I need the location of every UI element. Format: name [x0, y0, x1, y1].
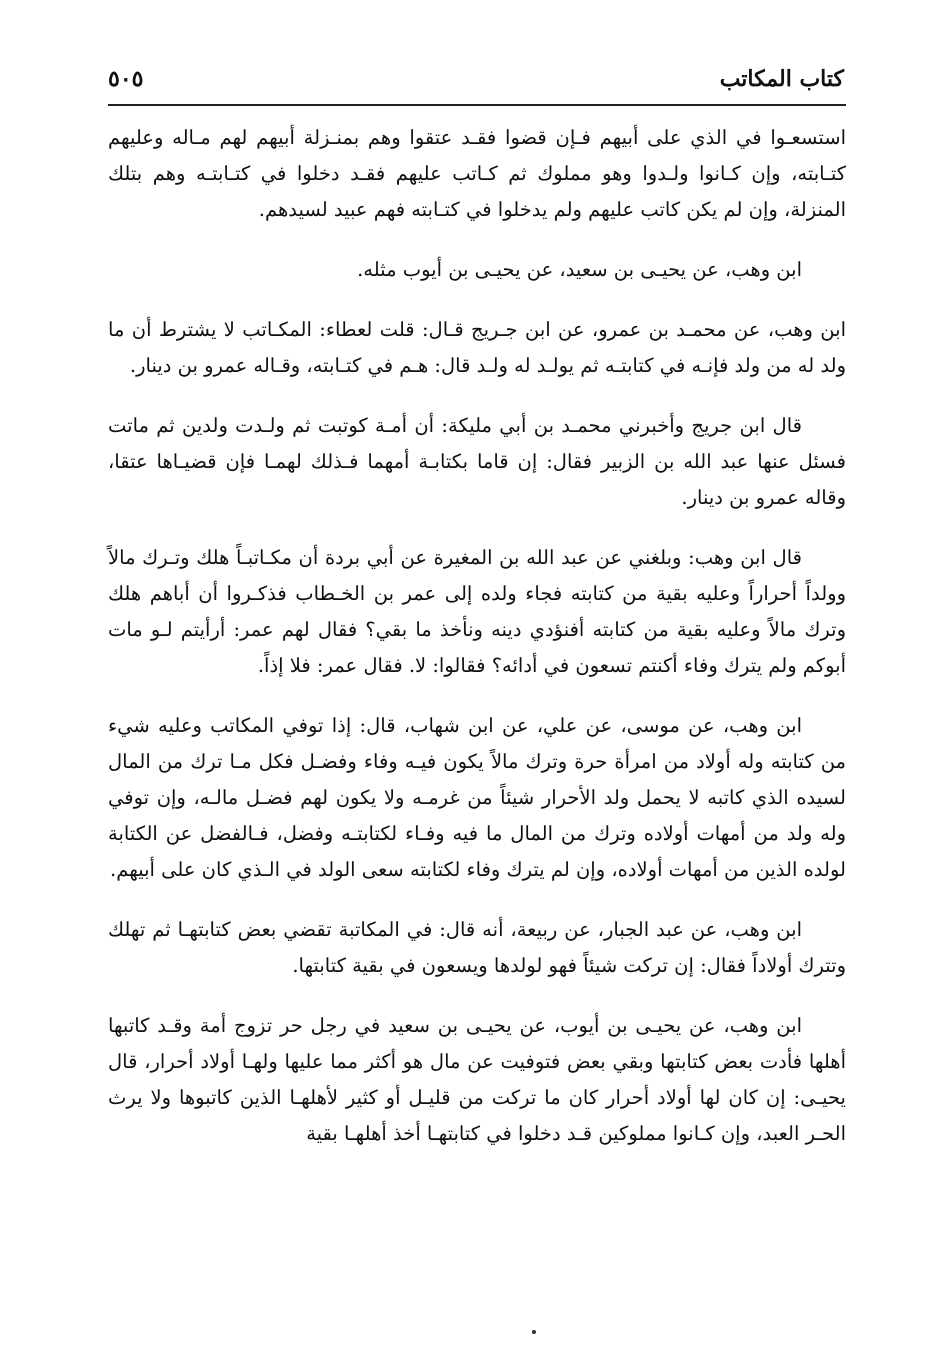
paragraph-7: ابن وهب، عن عبد الجبار، عن ربيعة، أنه قال: في المكاتبة تقضي بعض كتابتهـا ثم تهلك وتترك أولاداً فقال: إن تركت شيئاً فهو لولدها ويسعون في بقية كتابتها. — [108, 918, 846, 977]
paragraph-1: استسعـوا في الذي على أبيهم فـإن قضوا فقـد عتقوا وهم بمنـزلة أبيهم لهم مـاله وعليهم كتـابته، وإن كـانوا ولـدوا وهو مملوك ثم كـاتب عليهم فقـد دخلوا في كتـابتـه وهم بتلك المنزلة، وإن لم يكن كاتب عليهم ولم يدخلوا في كتـابته فهم عبيد لسيدهم. — [108, 126, 846, 221]
page-speck — [532, 1330, 536, 1334]
chapter-title: كتاب المكاتب — [719, 66, 844, 92]
paragraph-4: قال ابن جريج وأخبرني محمـد بن أبي مليكة: أن أمـة كوتبت ثم ولـدت ولدين ثم ماتت فسئل عنها عبد الله بن الزبير فقال: إن قاما بكتابـة أمهما فـذلك لهمـا فإن قضيـاها عتقا، وقاله عمرو بن دينار. — [108, 414, 846, 509]
running-header — [108, 64, 844, 104]
paragraph-8: ابن وهب، عن يحيـى بن أيوب، عن يحيـى بن سعيد في رجل حر تزوج أمة وقـد كاتبها أهلها فأدت بعض كتابتها وبقي بعض فتوفيت عن مال هو أكثر مما عليها ولهـا أولاد أحرار، قال يحيـى: إن كان لها أولاد أحرار كان ما تركت من قليـل أو كثير لأهلهـا الذين كاتبوها ولا يرث الحـر العبد، وإن كـانوا مملوكين قـد دخلوا في كتابتهـا أخذ أهلهـا بقية — [108, 1014, 846, 1145]
paragraph-6: ابن وهب، عن موسى، عن علي، عن ابن شهاب، قال: إذا توفي المكاتب وعليه شيء من كتابته وله أولاد من امرأة حرة وترك مالاً يكون فيـه وفاء وفضـل فكل مـا ترك من المال لسيده الذي كاتبه لا يحمل ولد الأحرار شيئاً من غرمـه ولا يكون لهم فضـل مالـه، وإن توفي وله ولد من أمهات أولاده وترك من المال ما فيه وفـاء لكتابتـه وفضل، فـالفضل عن الكتابة لولده الذين من أمهات أولاده، وإن لم يترك وفاء لكتابته سعى الولد في الـذي كان على أبيهم. — [108, 714, 846, 881]
paragraph-2: ابن وهب، عن يحيـى بن سعيد، عن يحيـى بن أيوب مثله. — [357, 258, 802, 281]
paragraph-5: قال ابن وهب: وبلغني عن عبد الله بن المغيرة عن أبي بردة أن مكـاتبـاً هلك وتـرك مالاً وولداً أحراراً وعليه بقية من كتابته فجاء ولده إلى عمر بن الخـطاب فذكـروا أن أباهم هلك وترك مالاً وعليه بقية من كتابته أفنؤدي دينه ونأخذ ما بقي؟ فقال لهم عمر: أرأيتم لـو مات أبوكم ولم يترك وفاء أكنتم تسعون في أدائه؟ فقالوا: لا. فقال عمر: فلا إذاً. — [108, 546, 846, 677]
header-rule — [108, 104, 846, 106]
main-text — [108, 120, 846, 1176]
paragraph-3: ابن وهب، عن محمـد بن عمرو، عن ابن جـريج قـال: قلت لعطاء: المكـاتب لا يشترط أن ما ولد له من ولد فإنـه في كتابتـه ثم يولـد له ولـد قال: هـم في كتـابته، وقـاله عمرو بن دينار. — [108, 318, 846, 377]
page-number: ٥٠٥ — [108, 66, 144, 92]
